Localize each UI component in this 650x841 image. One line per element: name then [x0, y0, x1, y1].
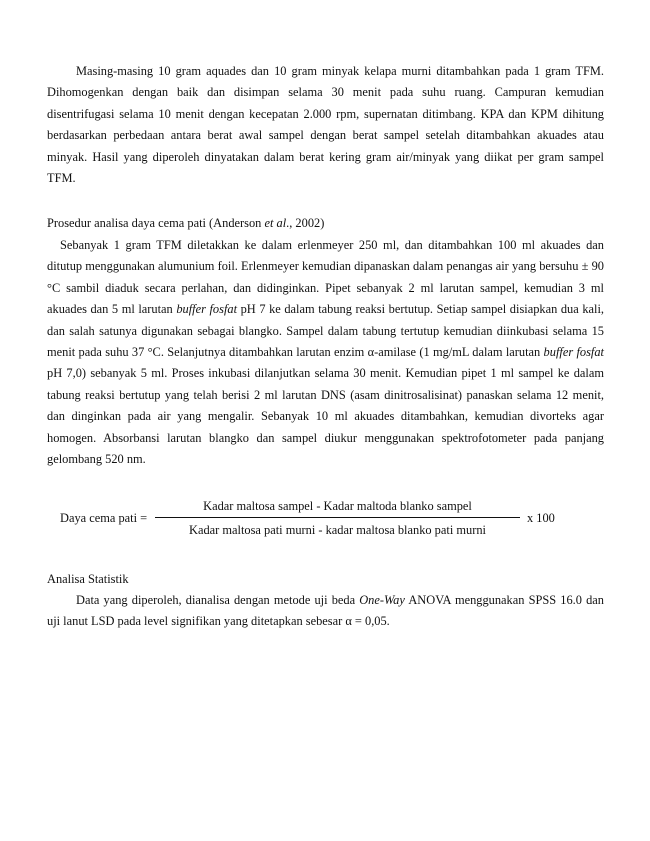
- paragraph-analisa: [47, 590, 604, 633]
- formula-fraction-bar: [155, 517, 520, 518]
- heading-prosedur-daya-cerna: [47, 213, 324, 234]
- paragraph-kpa-kpm: Masing-masing 10 gram aquades dan 10 gram minyak kelapa murni ditambahkan pada 1 gram TFM. Dihomogenkan dengan baik dan disimpan selama 30 menit pada suhu ruang. Campuran kemudian disentrifugasi selama 10 menit dengan kecepatan 2.000 rpm, supernatan ditimbang. KPA dan KPM dihitung berdasarkan perbedaan antara berat awal sampel dengan berat sampel setelah ditambahkan akuades atau minyak. Hasil yang diperoleh dinyatakan dalam berat kering gram air/minyak yang diikat per gram sampel TFM.: [47, 64, 604, 186]
- heading-prosedur-text: Prosedur analisa daya cema pati (Anderson: [47, 216, 265, 230]
- paragraph-prosedur-italic1: buffer fosfat: [176, 302, 238, 317]
- paragraph-prosedur-part1: Sebanyak 1 gram TFM diletakkan ke dalam erlenmeyer 250 ml, dan ditambahkan 100 ml akuades dan ditutup menggunakan alumunium foil. Erlenmeyer kemudian dipanaskan dalam penangas air yang bersuhu ± 90 °C sambil diaduk secara perlahan, dan didinginkan. Pipet sebanyak 2 ml larutan sampel, kemudian 3 ml akuades dan 5 ml larutan: [47, 238, 604, 317]
- paragraph-analisa-italic: One-Way: [359, 593, 405, 607]
- paragraph-prosedur-part3: pH 7,0) sebanyak 5 ml. Proses inkubasi dilanjutkan selama 30 menit. Kemudian pipet 1 ml sampel ke dalam tabung reaksi bertutup yang telah berisi 2 ml larutan DNS (asam dinitrosalisinat) panaskan selama 12 menit, dan dinginkan pada air yang mengalir. Sebanyak 10 ml akuades ditambahkan, kemudian divorteks agar homogen. Absorbansi larutan blangko dan sampel diukur menggunakan spektrofotometer pada panjang gelombang 520 nm.: [47, 366, 604, 467]
- paragraph-prosedur-italic2: buffer fosfat: [543, 345, 604, 360]
- heading-analisa-statistik: Analisa Statistik: [47, 572, 129, 586]
- paragraph-prosedur-part2: pH 7 ke dalam tabung reaksi bertutup. Setiap sampel disiapkan dua kali, dan salah satunya digunakan sebagai blangko. Sampel dalam tabung tertutup kemudian diinkubasi selama 15 menit pada suhu 37 °C. Selanjutnya ditambahkan larutan enzim α-amilase (1 mg/mL dalam larutan: [47, 302, 604, 360]
- formula-numerator: Kadar maltosa sampel - Kadar maltoda blanko sampel: [203, 499, 472, 513]
- heading-prosedur-italic: et al: [264, 216, 287, 230]
- paragraph-analisa-part2: ANOVA menggunakan SPSS 16.0 dan uji lanut LSD pada level signifikan yang ditetapkan sebesar α = 0,05.: [47, 593, 604, 629]
- formula-denominator: Kadar maltosa pati murni - kadar maltosa blanko pati murni: [189, 523, 486, 537]
- formula-daya-cerna: [60, 497, 555, 547]
- formula-rhs: x 100: [527, 511, 555, 525]
- heading-prosedur-citation-end: ., 2002): [286, 216, 325, 230]
- paragraph-prosedur: [47, 235, 604, 470]
- paragraph-analisa-part1: Data yang diperoleh, dianalisa dengan metode uji beda: [76, 593, 360, 607]
- formula-lhs: Daya cema pati =: [60, 511, 148, 525]
- formula-fraction: [155, 497, 520, 539]
